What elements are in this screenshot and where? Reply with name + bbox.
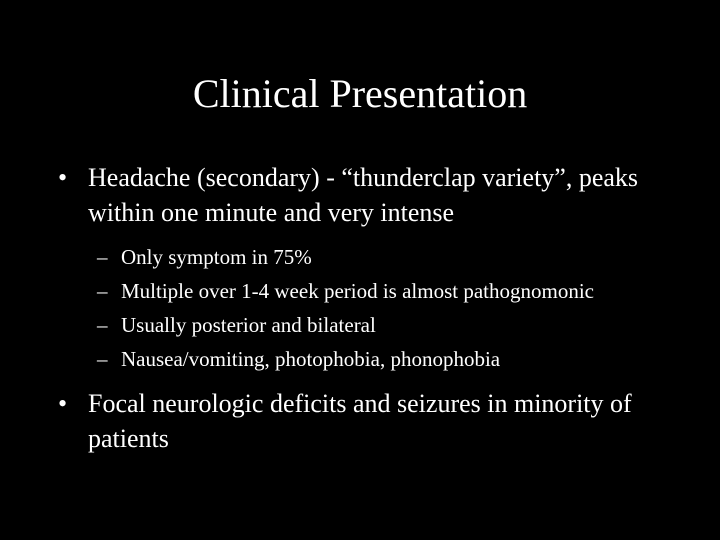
sub-bullet-marker: – — [97, 245, 108, 269]
bullet-item — [0, 386, 720, 456]
bullet-marker: • — [58, 163, 68, 192]
bullet-text: Focal neurologic deficits and seizures in minority of patients — [88, 389, 632, 453]
bullet-marker: • — [58, 389, 68, 418]
bullet-item — [0, 160, 720, 230]
sub-bullet-item — [0, 240, 720, 274]
sub-bullet-text: Usually posterior and bilateral — [121, 313, 376, 337]
sub-bullet-marker: – — [97, 347, 108, 371]
sub-bullet-text: Multiple over 1-4 week period is almost pathognomonic — [121, 279, 594, 303]
bullet-text: Headache (secondary) - “thunderclap variety”, peaks within one minute and very intense — [88, 163, 639, 227]
bullet-list — [0, 160, 720, 456]
sub-bullet-item — [0, 308, 720, 342]
sub-bullet-list — [0, 240, 720, 376]
slide-title: Clinical Presentation — [192, 71, 528, 116]
sub-bullet-marker: – — [97, 279, 108, 303]
sub-bullet-text: Nausea/vomiting, photophobia, phonophobia — [121, 347, 501, 371]
sub-bullet-text: Only symptom in 75% — [121, 245, 312, 269]
sub-bullet-item — [0, 274, 720, 308]
sub-bullet-marker: – — [97, 313, 108, 337]
sub-bullet-item — [0, 342, 720, 376]
